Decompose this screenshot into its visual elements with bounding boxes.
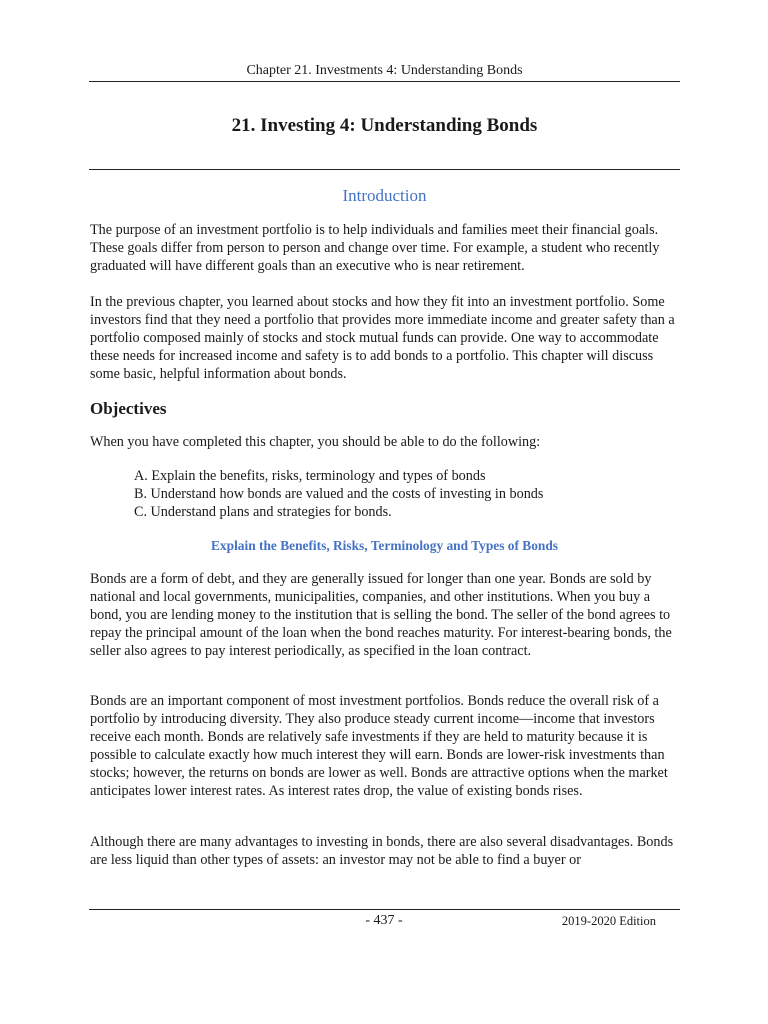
intro-paragraph-2: In the previous chapter, you learned about stocks and how they fit into an investment portfolio. Some investors find that they need a portfolio that provides more immediate income and greater safety than a portfolio composed mainly of stocks and stock mutual funds can provide. One way to accommodate these needs for increased income and safety is to add bonds to a portfolio. This chapter will discuss some basic, helpful information about bonds. (90, 294, 675, 382)
section-a-paragraph-3: Although there are many advantages to investing in bonds, there are also several disadvantages. Bonds are less liquid than other types of assets: an investor may not be able to find a buyer or (90, 834, 674, 868)
page-number: - 437 - (365, 913, 403, 928)
section-a-paragraph-1: Bonds are a form of debt, and they are generally issued for longer than one year. Bonds are sold by national and local governments, municipalities, companies, and other institutions. When you buy a bond, you are lending money to the institution that is selling the bond. The seller of the bond agrees to repay the principal amount of the loan when the bond reaches maturity. For interest-bearing bonds, the seller also agrees to pay interest periodically, as specified in the loan contract. (90, 571, 672, 659)
objective-item-b: B. Understand how bonds are valued and the costs of investing in bonds (134, 486, 544, 502)
objectives-intro: When you have completed this chapter, you should be able to do the following: (90, 434, 541, 450)
edition-label: 2019-2020 Edition (561, 914, 656, 928)
objectives-list (134, 467, 543, 521)
introduction-heading: Introduction (342, 186, 427, 205)
objectives-heading: Objectives (90, 399, 167, 418)
chapter-title: 21. Investing 4: Understanding Bonds (231, 115, 538, 136)
section-a-heading: Explain the Benefits, Risks, Terminology and Types of Bonds (211, 538, 558, 553)
header-rule (89, 81, 680, 82)
objective-item-c: C. Understand plans and strategies for bonds. (134, 504, 392, 520)
section-a-paragraph-2: Bonds are an important component of most investment portfolios. Bonds reduce the overall risk of a portfolio by introducing diversity. They also produce steady current income—income that investors receive each month. Bonds are relatively safe investments if they are held to maturity because it is possible to calculate exactly how much interest they will earn. Bonds are lower-risk investments than stocks; however, the returns on bonds are lower as well. Bonds are attractive options when the market anticipates lower interest rates. As interest rates drop, the value of existing bonds rises. (90, 693, 668, 799)
footer-rule (89, 909, 680, 910)
intro-paragraph-1: The purpose of an investment portfolio is to help individuals and families meet their financial goals. These goals differ from person to person and change over time. For example, a student who recently graduated will have different goals than an executive who is near retirement. (90, 222, 660, 274)
objective-item-a: A. Explain the benefits, risks, terminology and types of bonds (134, 468, 486, 484)
running-header: Chapter 21. Investments 4: Understanding Bonds (246, 63, 523, 78)
title-rule (89, 169, 680, 170)
